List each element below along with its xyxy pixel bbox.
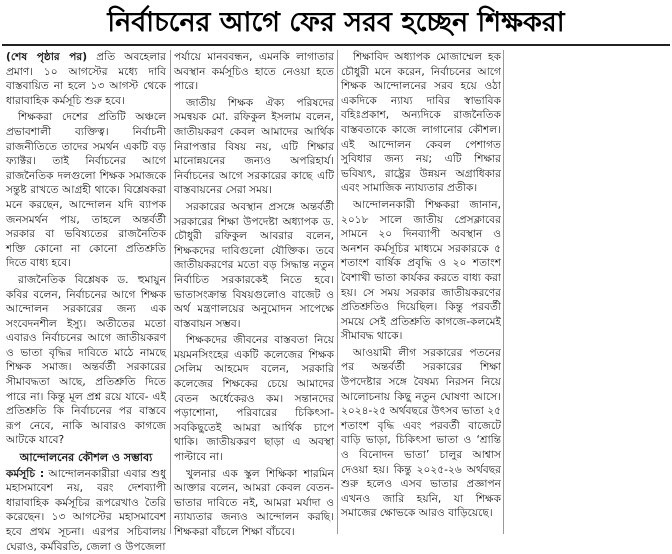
column-1: [6, 50, 167, 553]
paragraph: আওয়ামী লীগ সরকারের পতনের পর অন্তর্বর্তী সরকারের শিক্ষা উপদেষ্টার সঙ্গে বৈষম্য নিরসন নিয়ে আলোচনায় কিছু নতুন ঘোষণা আসে। ২০২৪-২৫ অর্থবছরে উৎসব ভাতা ২৫ শতাংশ বৃদ্ধি এবং পরবর্তী বাজেটে বাড়ি ভাড়া, চিকিৎসা ভাতা ও ‘শ্রান্তি ও বিনোদন ভাতা’ চালুর আশ্বাস দেওয়া হয়। কিন্তু ২০২৫-২৬ অর্থবছর শুরু হলেও এসব ভাতার প্রজ্ঞাপন এখনও জারি হয়নি, যা শিক্ষক সমাজের ক্ষোভকে আরও বাড়িয়েছে।: [341, 346, 501, 520]
paragraph: জাতীয় শিক্ষক ঐক্য পরিষদের সমন্বয়ক মো. রফিকুল ইসলাম বলেন, জাতীয়করণ কেবল আমাদের আর্থিক নিরাপত্তার বিষয় নয়, এটি শিক্ষার মানোন্নয়নের জন্যও অপরিহার্য। নির্বাচনের আগে সরকারের কাছে এটি বাস্তবায়নের সেরা সময়।: [174, 96, 334, 197]
paragraph: সরকারের অবস্থান প্রসঙ্গে অন্তর্বর্তী সরকারের শিক্ষা উপদেষ্টা অধ্যাপক ড. চৌধুরী রফিকুল আবরার বলেন, শিক্ষকদের দাবিগুলো যৌক্তিক। তবে জাতীয়করণের মতো বড় সিদ্ধান্ত নতুন নির্বাচিত সরকারকেই নিতে হবে। ভাতাসংক্রান্ত বিষয়গুলোও বাজেট ও অর্থ মন্ত্রণালয়ের অনুমোদন সাপেক্ষে বাস্তবায়ন সম্ভব।: [174, 200, 334, 330]
headline: নির্বাচনের আগে ফের সরব হচ্ছেন শিক্ষকরা: [107, 7, 565, 38]
paragraph: [6, 50, 166, 108]
paragraph: রাজনৈতিক বিশ্লেষক ড. হুমায়ুন কবির বলেন, নির্বাচনের আগে শিক্ষক আন্দোলন সরকারের জন্য এক সংবেদনশীল ইস্যু। অতীতের মতো এবারও নির্বাচনের আগে জাতীয়করণ ও ভাতা বৃদ্ধির দাবিতে মাঠে নামছে শিক্ষক সমাজ। অন্তর্বর্তী সরকারের সীমাবদ্ধতা আছে, প্রতিশ্রুতি দিতে পারে না। কিন্তু মূল প্রশ্ন রয়ে যাবে- এই প্রতিশ্রুতি কি নির্বাচনের পর বাস্তবে রূপ নেবে, নাকি আবারও কাগজে আটকে যাবে?: [6, 273, 166, 447]
column-divider: [337, 50, 338, 534]
subhead: আন্দোলনের কৌশল ও সম্ভাব্য: [19, 451, 153, 465]
column-divider: [503, 50, 504, 534]
continued-label: (শেষ পৃষ্ঠার পর): [6, 51, 88, 63]
paragraph: আন্দোলনকারী শিক্ষকরা জানান, ২০১৮ সালে জাতীয় প্রেসক্লাবের সামনে ২০ দিনব্যাপী অবস্থান ও অনশন কর্মসূচির মাধ্যমে সরকারকে ৫ শতাংশ বার্ষিক প্রবৃদ্ধি ও ২০ শতাংশ বৈশাখী ভাতা কার্যকর করতে বাধ্য করা হয়। সে সময় সরকার জাতীয়করণের প্রতিশ্রুতিও দিয়েছিল। কিন্তু পরবর্তী সময়ে সেই প্রতিশ্রুতি কাগজে-কলমেই সীমাবদ্ধ থাকে।: [341, 198, 501, 343]
paragraph: শিক্ষাবিদ অধ্যাপক মোজাম্মেল হক চৌধুরী মনে করেন, নির্বাচনের আগে শিক্ষক আন্দোলনের সরব হয়ে ওঠা একদিকে ন্যায্য দাবির স্বাভাবিক বহিঃপ্রকাশ, অন্যদিকে রাজনৈতিক বাস্তবতাকে কাজে লাগানোর কৌশল। এই আন্দোলন কেবল পেশাগত সুবিধার জন্য নয়; এটি শিক্ষার ভবিষ্যৎ, রাষ্ট্রের উন্নয়ন অগ্রাধিকার এবং সামাজিক ন্যায্যতার প্রতীক।: [341, 51, 501, 195]
paragraph: [6, 467, 166, 554]
paragraph: শিক্ষকরা দেশের প্রতিটি অঞ্চলে প্রভাবশালী ব্যক্তিত্ব। নির্বাচনী রাজনীতিতে তাদের সমর্থন একটি বড় ফ্যাক্টর। তাই নির্বাচনের আগে রাজনৈতিক দলগুলো শিক্ষক সমাজকে সন্তুষ্ট রাখতে আগ্রহী থাকে। বিশ্লেষকরা মনে করছেন, আন্দোলন যদি ব্যাপক জনসমর্থন পায়, তাহলে অন্তর্বর্তী সরকার বা ভবিষ্যতের রাজনৈতিক শক্তি কোনো না কোনো প্রতিশ্রুতি দিতে বাধ্য হবে।: [6, 111, 166, 270]
paragraph-text: আন্দোলনকারীরা এবার শুধু মহাসমাবেশ নয়, বরং দেশব্যাপী ধারাবাহিক কর্মসূচির রূপরেখাও তৈরি করেছেন। ১৩ আগস্টের মহাসমাবেশ হবে প্রথম সূচনা। এরপর সচিবালয় ঘেরাও, কর্মবিরতি, জেলা ও উপজেলা: [6, 467, 167, 553]
paragraph: পর্যায়ে মানববন্ধন, এমনকি লাগাতার অবস্থান কর্মসূচিও হাতে নেওয়া হতে পারে।: [174, 51, 334, 93]
paragraph: খুলনার এক স্কুল শিক্ষিকা শারমিন আক্তার বলেন, আমরা কেবল বেতন-ভাতার দাবিতে নই, আমরা মর্যাদা ও ন্যায্যতার জন্যও আন্দোলন করছি। শিক্ষকরা বাঁচলে শিক্ষা বাঁচবে।: [174, 467, 334, 538]
column-divider: [170, 50, 171, 534]
subhead-lead: কর্মসূচি :: [6, 467, 45, 480]
paragraph: শিক্ষকদের জীবনের বাস্তবতা নিয়ে ময়মনসিংহের একটি কলেজের শিক্ষক সেলিম আহমেদ বলেন, সরকারি কলেজের শিক্ষকের চেয়ে আমাদের বেতন অর্ধেকেরও কম। সন্তানদের পড়াশোনা, পরিবারের চিকিৎসা- সবকিছুতেই আমরা আর্থিক চাপে থাকি। জাতীয়করণ ছাড়া এ অবস্থা পাল্টাবে না।: [174, 334, 334, 464]
column-2: [174, 50, 334, 536]
headline-rule: [2, 44, 670, 46]
column-3: [341, 50, 501, 536]
paragraph-text: প্রতি অবহেলার প্রমাণ। ১০ আগস্টের মধ্যে দাবি বাস্তবায়িত না হলে ১৩ আগস্ট থেকে ধারাবাহিক কর্মসূচি শুরু হবে।: [6, 51, 166, 107]
